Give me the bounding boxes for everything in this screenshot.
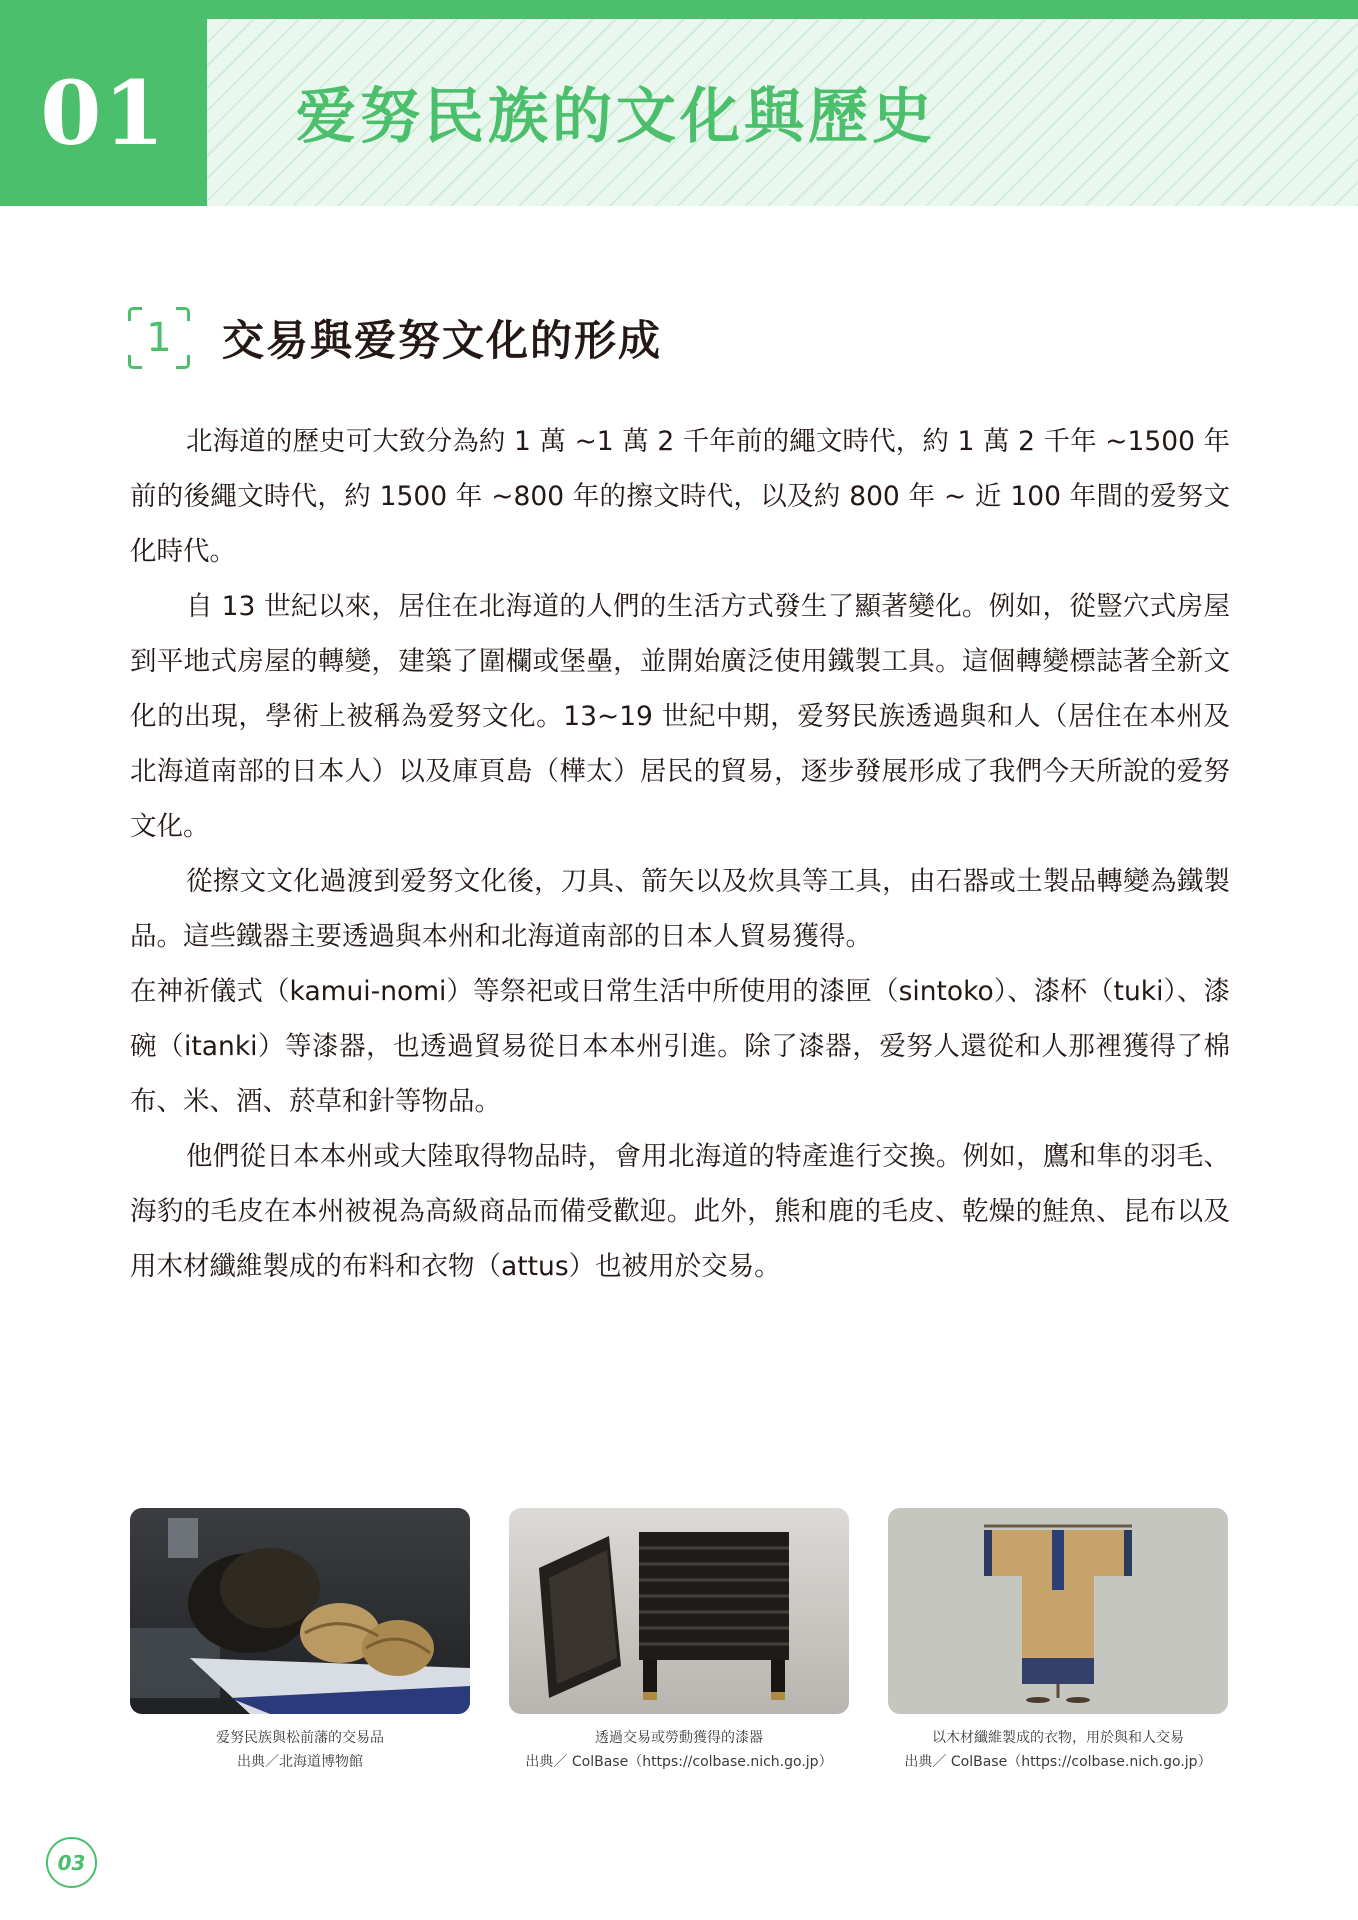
photo-row — [130, 1508, 1230, 1720]
section-number: 1 — [146, 315, 172, 361]
article-body — [130, 414, 1230, 1294]
trade-goods-photo — [130, 1508, 470, 1714]
paragraph: 北海道的歷史可大致分為約 1 萬 ~1 萬 2 千年前的繩文時代，約 1 萬 2 千年 ~1500 年前的後繩文時代，約 1500 年 ~800 年的擦文時代，以及約 800 年 ~ 近 100 年間的爱努文化時代。 — [130, 426, 1230, 567]
chapter-number: 01 — [0, 19, 207, 206]
paragraph: 他們從日本本州或大陸取得物品時，會用北海道的特產進行交換。例如，鷹和隼的羽毛、海豹的毛皮在本州被視為高級商品而備受歡迎。此外，熊和鹿的毛皮、乾燥的鮭魚、昆布以及用木材纖維製成的布料和衣物（attus）也被用於交易。 — [130, 1141, 1230, 1282]
caption-text: 以木材纖維製成的衣物，用於與和人交易 — [932, 1730, 1184, 1746]
caption-source: 出典／ ColBase（https://colbase.nich.go.jp） — [525, 1754, 833, 1770]
caption-source: 出典／ ColBase（https://colbase.nich.go.jp） — [904, 1754, 1212, 1770]
paragraph: 自 13 世紀以來，居住在北海道的人們的生活方式發生了顯著變化。例如，從豎穴式房屋到平地式房屋的轉變，建築了圍欄或堡壘，並開始廣泛使用鐵製工具。這個轉變標誌著全新文化的出現，學術上被稱為爱努文化。13~19 世紀中期，爱努民族透過與和人（居住在本州及北海道南部的日本人）以及庫頁島（樺太）居民的貿易，逐步發展形成了我們今天所說的爱努文化。 — [130, 591, 1230, 842]
caption-text: 透過交易或勞動獲得的漆器 — [595, 1730, 763, 1746]
paragraph: 從擦文文化過渡到爱努文化後，刀具、箭矢以及炊具等工具，由石器或土製品轉變為鐵製品。這些鐵器主要透過與本州和北海道南部的日本人貿易獲得。 — [130, 866, 1230, 952]
chapter-title: 爱努民族的文化與歷史 — [296, 82, 936, 152]
photo-caption — [509, 1726, 849, 1774]
page-number: 03 — [46, 1837, 97, 1888]
photo-caption — [130, 1726, 470, 1774]
paragraph: 在神祈儀式（kamui-nomi）等祭祀或日常生活中所使用的漆匣（sintoko）、漆杯（tuki）、漆碗（itanki）等漆器，也透過貿易從日本本州引進。除了漆器，爱努人還從和人那裡獲得了棉布、米、酒、菸草和針等物品。 — [130, 976, 1230, 1117]
section-heading — [128, 305, 662, 371]
caption-text: 爱努民族與松前藩的交易品 — [216, 1730, 384, 1746]
lacquerware-photo — [509, 1508, 849, 1714]
header-top-bar — [0, 0, 1358, 19]
photo-caption — [888, 1726, 1228, 1774]
section-number-badge — [128, 307, 190, 369]
attus-robe-photo — [888, 1508, 1228, 1714]
section-title: 交易與爱努文化的形成 — [222, 316, 663, 365]
caption-source: 出典／北海道博物館 — [237, 1754, 363, 1770]
